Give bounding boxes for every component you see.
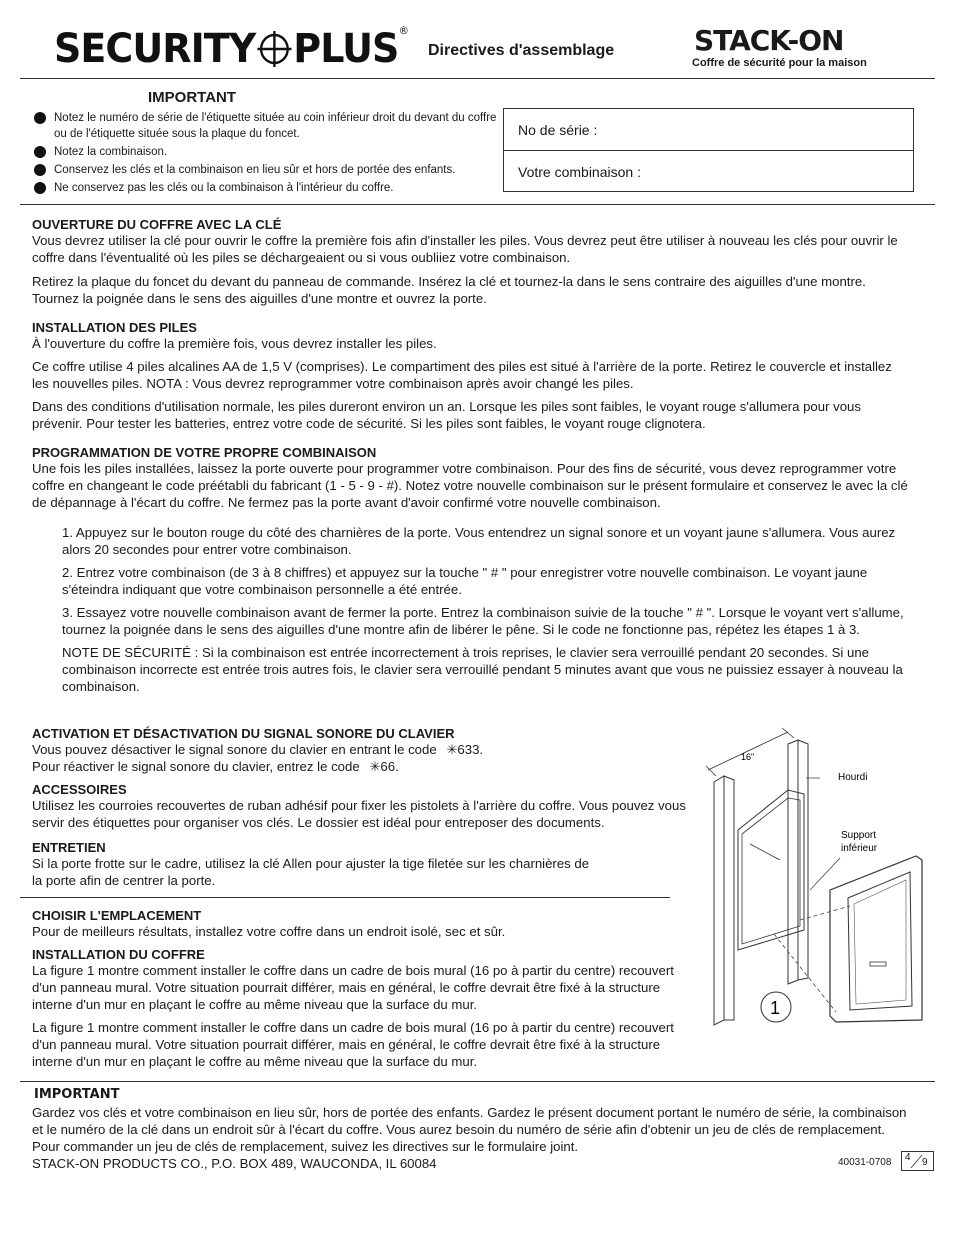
- paragraph: La figure 1 montre comment installer le coffre dans un cadre de bois mural (16 po à partir du centre) recouvert d'un panneau mural. Votre situation pourrait différer, mais en général, le coffre devrait être fixé à la structure interne d'un mur en plaçant le coffre au même niveau que la surface du mur.: [32, 1020, 674, 1069]
- footer-address: STACK-ON PRODUCTS CO., P.O. BOX 489, WAUCONDA, IL 60084: [32, 1156, 437, 1171]
- paragraph: Une fois les piles installées, laissez la porte ouverte pour programmer votre combinaison. Pour des fins de sécurité, vous devez reprogrammer votre coffre en changeant le code préétabli du fabricant (1 - 5 - 9 - #). Notez votre nouvelle combinaison sur le présent formulaire et conservez le avec la clé de dépannage à l'écart du coffre. Ne fermez pas la porte avant d'avoir confirmé votre nouvelle combinaison.: [32, 461, 908, 510]
- paragraph: Retirez la plaque du foncet du devant du panneau de commande. Insérez la clé et tournez-la dans le sens contraire des aiguilles d'une montre. Tournez la poignée dans le sens des aiguilles d'une montre et ouvrez la porte.: [32, 274, 866, 306]
- page-indicator: [901, 1151, 934, 1171]
- paragraph: Utilisez les courroies recouvertes de ruban adhésif pour fixer les pistolets à l'arrière du coffre. Vous pouvez vous servir des étiquettes pour organiser vos clés. Le dossier est idéal pour entreposer des documents.: [32, 798, 686, 830]
- document-title: Directives d'assemblage: [428, 42, 615, 59]
- programming-steps: [62, 524, 907, 695]
- section-divider: [20, 897, 670, 898]
- star-key-icon: ✳: [369, 759, 381, 774]
- dimension-tick: [706, 766, 716, 776]
- beep-on-text: Pour réactiver le signal sonore du clavier, entrez le code: [32, 759, 364, 774]
- label-support-line2: inférieur: [841, 843, 878, 854]
- brand-subtitle: Coffre de sécurité pour la maison: [692, 57, 867, 69]
- bullet-text: Notez la combinaison.: [54, 146, 168, 158]
- section-install: [32, 947, 697, 1070]
- important-title: IMPORTANT: [148, 89, 237, 106]
- serial-number-field[interactable]: No de série :: [518, 122, 598, 138]
- section-location: [32, 908, 692, 940]
- paragraph: Dans des conditions d'utilisation normale, les piles dureront environ un an. Lorsque les piles sont faibles, le voyant rouge s'allumera pour vous prévenir. Pour tester les batteries, entrez votre code de sécurité. Si les piles sont faibles, le voyant rouge clignotera.: [32, 399, 861, 431]
- installation-figure: [700, 720, 940, 1040]
- stack-on-logo: STACK-ON: [694, 24, 844, 57]
- bullet-dot-icon: [34, 164, 46, 176]
- bullet-dot-icon: [34, 146, 46, 158]
- paragraph: À l'ouverture du coffre la première fois, vous devrez installer les piles.: [32, 336, 437, 351]
- section-heading: ACCESSOIRES: [32, 782, 127, 797]
- bullet-item: [34, 144, 504, 160]
- paragraph: Pour de meilleurs résultats, installez votre coffre dans un endroit isolé, sec et sûr.: [32, 924, 506, 939]
- bullet-text: Conservez les clés et la combinaison en lieu sûr et hors de portée des enfants.: [54, 164, 456, 176]
- section-key-open: [32, 217, 912, 307]
- bullet-dot-icon: [34, 182, 46, 194]
- right-stud-side: [798, 740, 808, 980]
- logo-text-right: PLUS: [293, 26, 399, 72]
- section-heading: PROGRAMMATION DE VOTRE PROPRE COMBINAISON: [32, 445, 377, 460]
- left-stud: [714, 776, 724, 1025]
- left-stud-side: [724, 776, 734, 1020]
- registered-mark: ®: [398, 24, 408, 37]
- figure-number: 1: [770, 998, 781, 1018]
- security-plus-logo: [54, 24, 408, 72]
- step-2: 2. Entrez votre combinaison (de 3 à 8 chiffres) et appuyez sur la touche " # " pour enregistrer votre nouvelle combinaison. Le voyant jaune s'éteindra indiquant que votre combinaison personnelle a été entrée.: [62, 565, 868, 597]
- star-key-icon: ✳: [446, 742, 458, 757]
- dimension-tick: [782, 728, 794, 738]
- logo-text-left: SECURITY: [54, 26, 256, 72]
- dimension-label: 16": [741, 752, 755, 762]
- section-batteries: [32, 320, 912, 432]
- section-heading: OUVERTURE DU COFFRE AVEC LA CLÉ: [32, 217, 282, 232]
- important-bullets: [34, 110, 504, 198]
- footer-paragraph: Gardez vos clés et votre combinaison en lieu sûr, hors de portée des enfants. Gardez le présent document portant le numéro de série, la combinaison et le numéro de la clé dans un endroit sûr à l'écart du coffre. Vous aurez besoin du numéro de série afin d'obtenir un jeu de clés de remplacement. Pour commander un jeu de clés de remplacement, suivez les directives sur le formulaire joint.: [32, 1105, 907, 1154]
- paragraph: La figure 1 montre comment installer le coffre dans un cadre de bois mural (16 po à partir du centre) recouvert d'un panneau mural. Votre situation pourrait différer, mais en général, le coffre devrait être fixé à la structure interne d'un mur en plaçant le coffre au même niveau que la surface du mur.: [32, 963, 674, 1012]
- beep-off-text: Vous pouvez désactiver le signal sonore du clavier en entrant le code: [32, 742, 441, 757]
- footer-important-title: IMPORTANT: [34, 1087, 120, 1102]
- safe-body: [830, 856, 922, 1022]
- label-support: Support: [841, 830, 877, 841]
- bullet-item: [34, 180, 504, 196]
- bullet-text: Notez le numéro de série de l'étiquette située au coin inférieur droit du devant du coffre ou de l'étiquette située sous la plaque du foncet.: [54, 112, 497, 140]
- document-code: 40031-0708: [838, 1157, 892, 1168]
- leader-line: [810, 858, 840, 890]
- beep-off-line: [32, 741, 702, 758]
- security-note: NOTE DE SÉCURITÉ : Si la combinaison est entrée incorrectement à trois reprises, le clavier sera verrouillé pendant 20 secondes. Si une combinaison incorrecte est entrée trois autres fois, le clavier sera verrouillé pendant 5 minutes avant que vous ne puissiez essayer à nouveau la combinaison.: [62, 645, 903, 694]
- section-heading: INSTALLATION DU COFFRE: [32, 947, 205, 962]
- combination-field[interactable]: Votre combinaison :: [504, 150, 913, 191]
- bullet-dot-icon: [34, 112, 46, 124]
- step-3: 3. Essayez votre nouvelle combinaison avant de fermer la porte. Entrez la combinaison suivie de la touche " # ". Lorsque le voyant vert s'allume, tournez la poignée dans le sens des aiguilles d'une montre afin de libérer le pêne. Si le code ne fonctionne pas, répétez les étapes 1 à 3.: [62, 605, 904, 637]
- label-hourdi: Hourdi: [838, 772, 868, 783]
- beep-off-code: 633.: [457, 742, 484, 757]
- section-heading: CHOISIR L'EMPLACEMENT: [32, 908, 202, 923]
- record-box: [503, 108, 914, 192]
- dimension-line: [708, 732, 788, 770]
- page-number: 4: [905, 1152, 911, 1163]
- paragraph-line: Si la porte frotte sur le cadre, utilisez la clé Allen pour ajuster la tige filetée sur les charnières de: [32, 856, 590, 871]
- right-stud: [788, 740, 798, 984]
- bullet-text: Ne conservez pas les clés ou la combinaison à l'intérieur du coffre.: [54, 182, 394, 194]
- step-1: 1. Appuyez sur le bouton rouge du côté des charnières de la porte. Vous entendrez un signal sonore et un voyant jaune s'allumera. Vous aurez alors 20 secondes pour entrer votre combinaison.: [62, 525, 896, 557]
- bullet-item: [34, 162, 504, 178]
- section-maintenance: [32, 840, 702, 889]
- footer-block: [32, 1104, 912, 1172]
- section-heading: ACTIVATION ET DÉSACTIVATION DU SIGNAL SONORE DU CLAVIER: [32, 726, 455, 741]
- cavity-edge: [750, 844, 780, 860]
- section-accessories: [32, 782, 702, 831]
- beep-on-code: 66.: [380, 759, 399, 774]
- section-heading: ENTRETIEN: [32, 840, 106, 855]
- section-beep: [32, 726, 702, 775]
- bullet-item: [34, 110, 504, 142]
- section-heading: INSTALLATION DES PILES: [32, 320, 197, 335]
- footer-divider: [20, 1081, 935, 1082]
- page-total: 9: [922, 1157, 928, 1168]
- header-divider: [20, 78, 935, 79]
- beep-on-line: [32, 758, 702, 775]
- crosshair-icon: [257, 31, 291, 67]
- paragraph: Ce coffre utilise 4 piles alcalines AA de 1,5 V (comprises). Le compartiment des piles est situé à l'arrière de la porte. Retirez le couvercle et installez les nouvelles piles. NOTA : Vous devrez reprogrammer votre combinaison après avoir changé les piles.: [32, 359, 892, 391]
- paragraph-line: la porte afin de centrer la porte.: [32, 873, 216, 888]
- paragraph: Vous devrez utiliser la clé pour ouvrir le coffre la première fois afin d'installer les piles. Vous devrez peut être utiliser à nouveau les clés pour ouvrir le coffre dans l'éventualité où les piles se déchargeaient ou si vous oubliiez votre combinaison.: [32, 233, 898, 265]
- slash-icon: [902, 1152, 933, 1170]
- section-programming: [32, 445, 917, 511]
- section-divider: [20, 204, 935, 205]
